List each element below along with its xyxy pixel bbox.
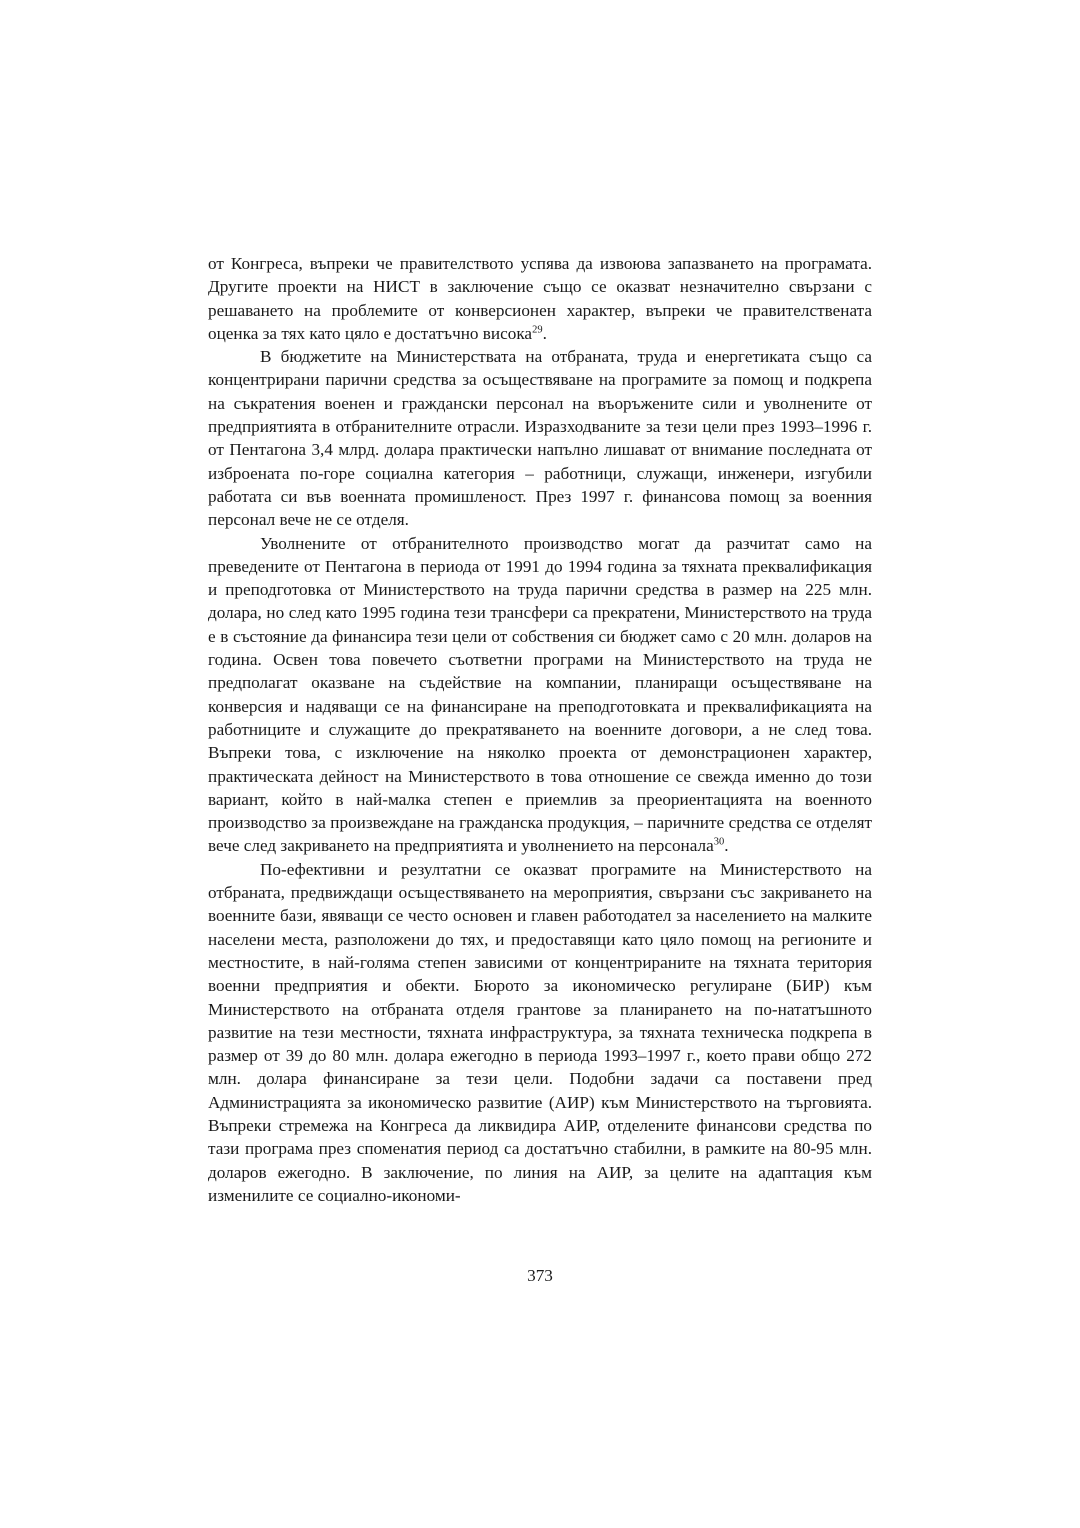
paragraph-1-tail: .	[542, 323, 547, 343]
paragraph-3	[208, 532, 872, 858]
paragraph-2: В бюджетите на Министерствата на отбраната, труда и енергетиката също са концентрирани парични средства за осъществяване на програмите за помощ и подкрепа на съкратения военен и граждански персонал на въоръжените сили и уволнените от предприятията в отбранителните отрасли. Изразходваните за тези цели през 1993–1996 г. от Пентагона 3,4 млрд. долара практически напълно лишават от внимание последната от изброената по-горе социална категория – работници, служащи, инженери, изгубили работата си във военната промишленост. През 1997 г. финансова помощ за военния персонал вече не се отделя.	[208, 347, 872, 530]
paragraph-3-tail: .	[724, 836, 729, 856]
footnote-ref-30: 30	[713, 836, 725, 848]
paragraph-4: По-ефективни и резултатни се оказват програмите на Министерството на отбраната, предвиждащи осъществяването на мероприятия, свързани със закриването на военните бази, явяващи се често основен и главен работодател за населението на малките населени места, разположени до тях, и предоставящи като цяло помощ на регионите и местностите, в най-голяма степен зависими от концентрираните на тяхната територия военни предприятия и обекти. Бюрото за икономическо регулиране (БИР) към Министерството на отбраната отделя грантове за планирането на по-нататъшното развитие на тези местности, тяхната инфраструктура, за тяхната техническа подкрепа в размер от 39 до 80 млн. долара ежегодно в периода 1993–1997 г., което прави общо 272 млн. долара финансиране за тези цели. Подобни задачи са поставени пред Администрацията за икономическо развитие (АИР) към Министерството на търговията. Въпреки стремежа на Конгреса да ликвидира АИР, отделените финансови средства по тази програма през споменатия период са достатъчно стабилни, в рамките на 80-95 млн. доларов ежегодно. В заключение, по линия на АИР, за целите на адаптация към изменилите се социално-икономи-	[208, 859, 872, 1205]
paragraph-3-text: Уволнените от отбранителното производство могат да разчитат само на преведените от Пентагона в периода от 1991 до 1994 година за тяхната преквалификация и преподготовка от Министерството на труда парични средства в размер на 225 млн. долара, но след като 1995 година тези трансфери са прекратени, Министерството на труда е в състояние да финансира тези цели от собствения си бюджет само с 20 млн. доларов на година. Освен това повечето съответни програми на Министерството на труда не предполагат оказване на съдействие на компании, планиращи осъществяване на конверсия и надяващи се на финансиране на преподготовката и преквалификацията на работниците и служащите до прекратяването на военните договори, а не след това. Въпреки това, с изключение на няколко проекта от демонстрационен характер, практическата дейност на Министерството в това отношение се свежда именно до този вариант, който в най-малка степен е приемлив за преориентацията на военното производство за произвеждане на гражданска продукция, – паричните средства се отделят вече след закриването на предприятията и уволнението на персонала	[208, 533, 872, 856]
paragraph-1-text: от Конгреса, въпреки че правителството успява да извоюва запазването на програмата. Другите проекти на НИСТ в заключение също се оказват незначително свързани с решаването на проблемите от конверсионен характер, въпреки че правителствената оценка за тях като цяло е достатъчно висока	[208, 254, 872, 343]
footnote-ref-29: 29	[532, 324, 543, 336]
body-text	[208, 252, 872, 1207]
page-number: 373	[527, 1266, 553, 1285]
paragraph-1	[208, 252, 872, 345]
